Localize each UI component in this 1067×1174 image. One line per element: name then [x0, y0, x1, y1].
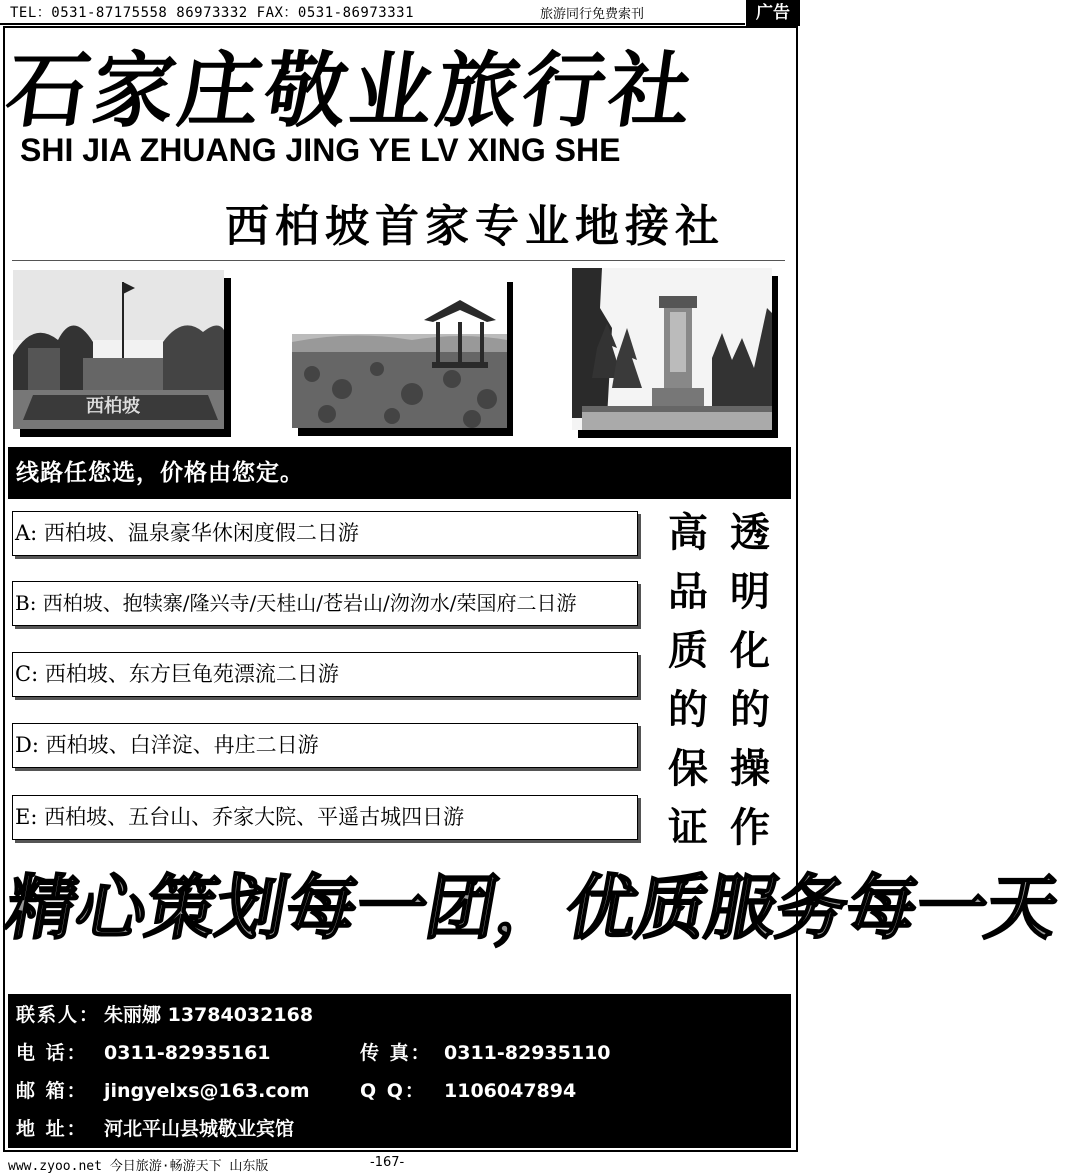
contact-person-value: 朱丽娜 13784032168	[104, 1004, 314, 1026]
pledge-char: 保	[668, 745, 708, 792]
pledge-char: 高	[668, 509, 708, 556]
route-e: E: 西柏坡、五台山、乔家大院、平遥古城四日游	[12, 795, 638, 840]
route-b: B: 西柏坡、抱犊寨/隆兴寺/天桂山/苍岩山/沕沕水/荣国府二日游	[12, 581, 638, 626]
header-contact-line: TEL：0531-87175558 86973332 FAX：0531-86973331	[10, 5, 415, 21]
contact-block	[8, 994, 791, 1148]
route-d: D: 西柏坡、白洋淀、冉庄二日游	[12, 723, 638, 768]
page-footer	[0, 1153, 800, 1172]
agency-name: 石家庄敬业旅行社	[0, 43, 702, 139]
fax-value: 0311-82935110	[444, 1042, 611, 1064]
header-rule	[0, 23, 745, 25]
pledge-char: 明	[730, 568, 770, 615]
fax-label: 传 真：	[360, 1042, 432, 1064]
header-strip	[0, 0, 800, 26]
email-value: jingyelxs@163.com	[104, 1080, 310, 1102]
photo-sign-text: 西柏坡	[86, 396, 140, 417]
title-divider	[12, 260, 785, 261]
contact-address-row	[16, 1114, 294, 1144]
pledge-char: 作	[730, 804, 770, 851]
contact-phone-row	[16, 1038, 776, 1068]
ad-tag: 广告	[746, 0, 800, 26]
pledge-char: 操	[730, 745, 770, 792]
route-a: A: 西柏坡、温泉豪华休闲度假二日游	[12, 511, 638, 556]
route-banner: 线路任您选，价格由您定。	[8, 447, 791, 499]
phone-value: 0311-82935161	[104, 1042, 271, 1064]
footer-site: www.zyoo.net 今日旅游·畅游天下 山东版	[8, 1159, 269, 1174]
address-label: 地 址：	[16, 1118, 88, 1140]
pledge-char: 透	[730, 509, 770, 556]
publication-name: 旅游同行免费索刊	[540, 7, 645, 22]
contact-person-label: 联系人：	[16, 1004, 101, 1026]
page-number: -167-	[370, 1155, 405, 1170]
pledge-quality	[660, 503, 716, 857]
pledge-transparency	[722, 503, 778, 857]
qq-label: Q Q：	[360, 1080, 426, 1102]
service-motto: 精心策划每一团，优质服务每一天	[0, 866, 1065, 949]
qq-group	[360, 1076, 576, 1103]
phone-label: 电 话：	[16, 1042, 88, 1064]
photo-lotus-pavilion	[292, 274, 507, 428]
agency-slogan: 西柏坡首家专业地接社	[225, 201, 725, 252]
route-c: C: 西柏坡、东方巨龟苑漂流二日游	[12, 652, 638, 697]
qq-value: 1106047894	[444, 1080, 577, 1102]
pledge-char: 质	[668, 627, 708, 674]
pledge-char: 品	[668, 568, 708, 615]
photo-monument	[572, 268, 772, 430]
pledge-char: 证	[668, 804, 708, 851]
fax-group	[360, 1038, 611, 1065]
contact-person-row	[16, 1000, 313, 1030]
pledge-char: 的	[668, 686, 708, 733]
pledge-char: 化	[730, 627, 770, 674]
email-label: 邮 箱：	[16, 1080, 88, 1102]
photo-memorial-square	[13, 270, 224, 429]
pledge-char: 的	[730, 686, 770, 733]
agency-pinyin: SHI JIA ZHUANG JING YE LV XING SHE	[20, 132, 621, 168]
contact-email-row	[16, 1076, 776, 1106]
address-value: 河北平山县城敬业宾馆	[104, 1118, 295, 1140]
